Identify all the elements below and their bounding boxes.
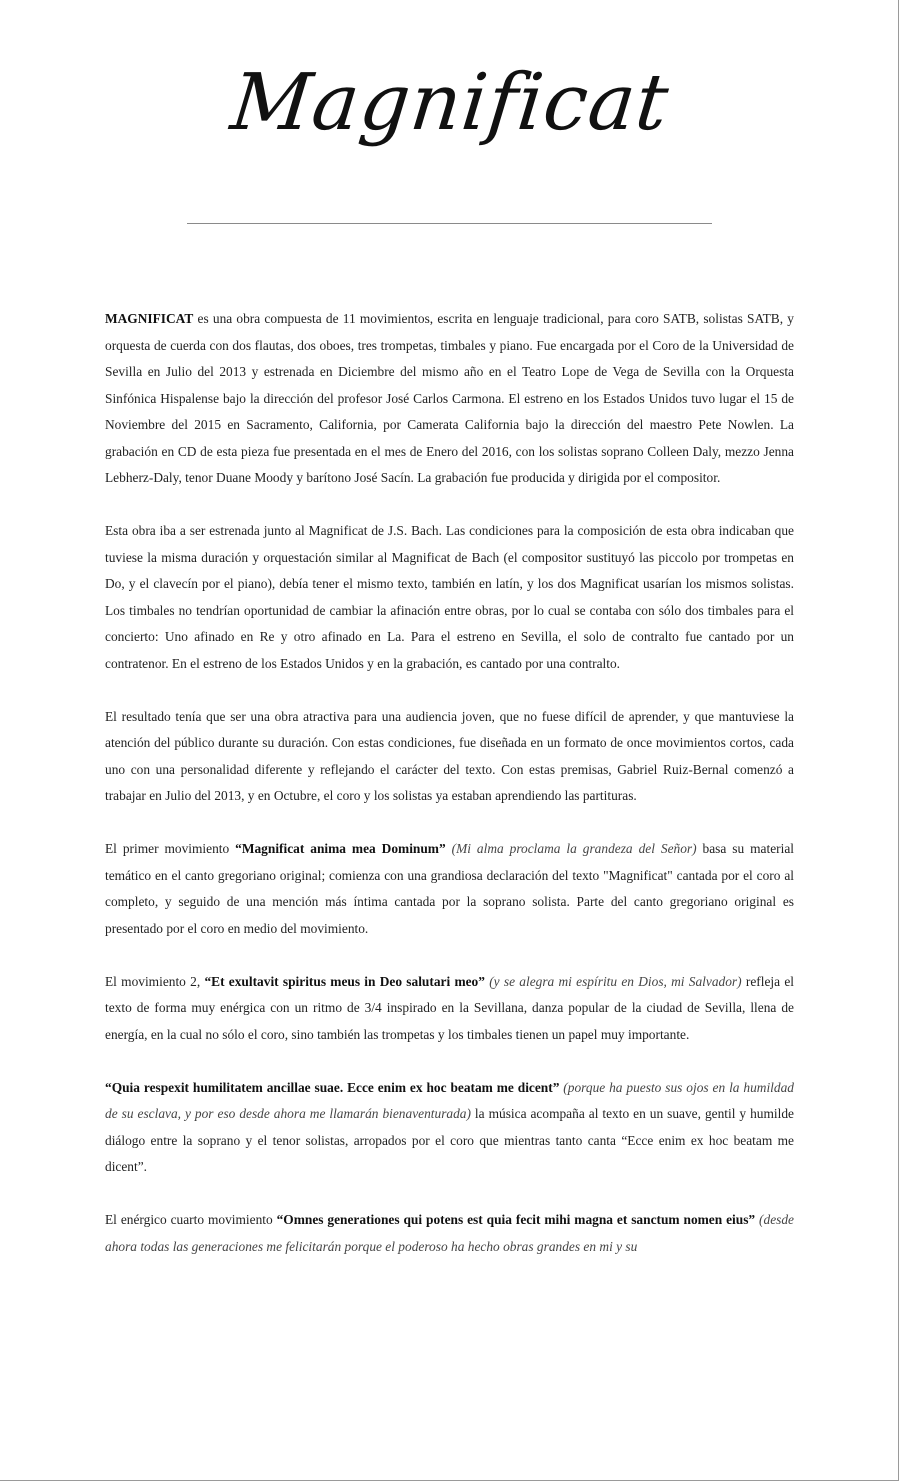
paragraph-movement-1 <box>105 836 794 942</box>
paragraph-text: la música acompaña al texto en un suave, gentil y humilde diálogo entre la soprano y el tenor solistas, arropados por el coro que mientras tanto canta “Ecce enim ex hoc beatam me dicent”. <box>105 1106 794 1174</box>
movement-4-title: “Omnes generationes qui potens est quia fecit mihi magna et sanctum nomen eius” <box>276 1212 756 1227</box>
movement-1-translation: (Mi alma proclama la grandeza del Señor) <box>445 841 697 856</box>
movement-3-title: “Quia respexit humilitatem ancillae suae. Ecce enim ex hoc beatam me dicent” <box>105 1079 560 1095</box>
paragraph-text: refleja el texto de forma muy enérgica con un ritmo de 3/4 inspirado en la Sevillana, danza popular de la ciudad de Sevilla, llena de energía, en la cual no sólo el coro, sino también las trompetas y los timbales tienen un papel muy importante. <box>105 973 794 1042</box>
paragraph-result <box>105 704 794 810</box>
paragraph-text: Esta obra iba a ser estrenada junto al Magnificat de J.S. Bach. Las condiciones para la composición de esta obra indicaban que tuviese la misma duración y orquestación similar al Magnificat de Bach (el compositor sustituyó las piccolo por trompetas en Do, y el clavecín por el piano), debía tener el mismo texto, también en latín, y los dos Magnificat usarían los mismos solistas. Los timbales no tendrían oportunidad de cambiar la afinación entre obras, por lo cual se contaba con sólo dos timbales para el concierto: Uno afinado en Re y otro afinado en La. Para el estreno en Sevilla, el solo de contralto fue cantado por un contratenor. En el estreno de los Estados Unidos y en la grabación, es cantado por una contralto. <box>105 523 794 671</box>
work-name: MAGNIFICAT <box>105 311 194 326</box>
document-title: Magnificat <box>226 58 674 148</box>
document-body <box>105 306 794 1287</box>
paragraph-movement-2 <box>105 969 794 1049</box>
paragraph-movement-3 <box>105 1075 794 1181</box>
paragraph-commission <box>105 518 794 677</box>
movement-4-translation: (desde ahora todas las generaciones me felicitarán porque el poderoso ha hecho obras grandes en mi y su <box>105 1212 794 1254</box>
movement-1-title: “Magnificat anima mea Dominum” <box>235 841 446 856</box>
movement-2-translation: (y se alegra mi espíritu en Dios, mi Salvador) <box>484 973 742 989</box>
paragraph-text: basa su material temático en el canto gregoriano original; comienza con una grandiosa declaración del texto "Magnificat" cantada por el coro al completo, y seguido de una mención más íntima cantada por la soprano solista. Parte del canto gregoriano original es presentado por el coro en medio del movimiento. <box>105 841 794 936</box>
paragraph-text: El resultado tenía que ser una obra atractiva para una audiencia joven, que no fuese difícil de aprender, y que mantuviese la atención del público durante su duración. Con estas condiciones, fue diseñada en un formato de once movimientos cortos, cada uno con una personalidad diferente y reflejando el carácter del texto. Con estas premisas, Gabriel Ruiz-Bernal comenzó a trabajar en Julio del 2013, y en Octubre, el coro y los solistas ya estaban aprendiendo las partituras. <box>105 708 794 803</box>
paragraph-text: El enérgico cuarto movimiento <box>105 1212 277 1227</box>
title-divider <box>187 223 712 224</box>
movement-2-title: “Et exultavit spiritus meus in Deo salutari meo” <box>204 973 485 989</box>
paragraph-intro <box>105 306 794 492</box>
movement-3-translation: (porque ha puesto sus ojos en la humildad de su esclava, y por eso desde ahora me llamarán bienaventurada) <box>105 1079 794 1121</box>
paragraph-text: es una obra compuesta de 11 movimientos, escrita en lenguaje tradicional, para coro SATB, solistas SATB, y orquesta de cuerda con dos flautas, dos oboes, tres trompetas, timbales y piano. Fue encargada por el Coro de la Universidad de Sevilla en Julio del 2013 y estrenada en Diciembre del mismo año en el Teatro Lope de Vega de Sevilla con la Orquesta Sinfónica Hispalense bajo la dirección del profesor José Carlos Carmona. El estreno en los Estados Unidos tuvo lugar el 15 de Noviembre del 2015 en Sacramento, California, por Camerata California bajo la dirección del maestro Pete Nowlen. La grabación en CD de esta pieza fue presentada en el mes de Enero del 2016, con los solistas soprano Colleen Daly, mezzo Jenna Lebherz-Daly, tenor Duane Moody y barítono José Sacín. La grabación fue producida y dirigida por el compositor. <box>105 311 794 485</box>
paragraph-movement-4 <box>105 1207 794 1260</box>
paragraph-text: El primer movimiento <box>105 841 236 856</box>
paragraph-text: El movimiento 2, <box>105 973 205 989</box>
